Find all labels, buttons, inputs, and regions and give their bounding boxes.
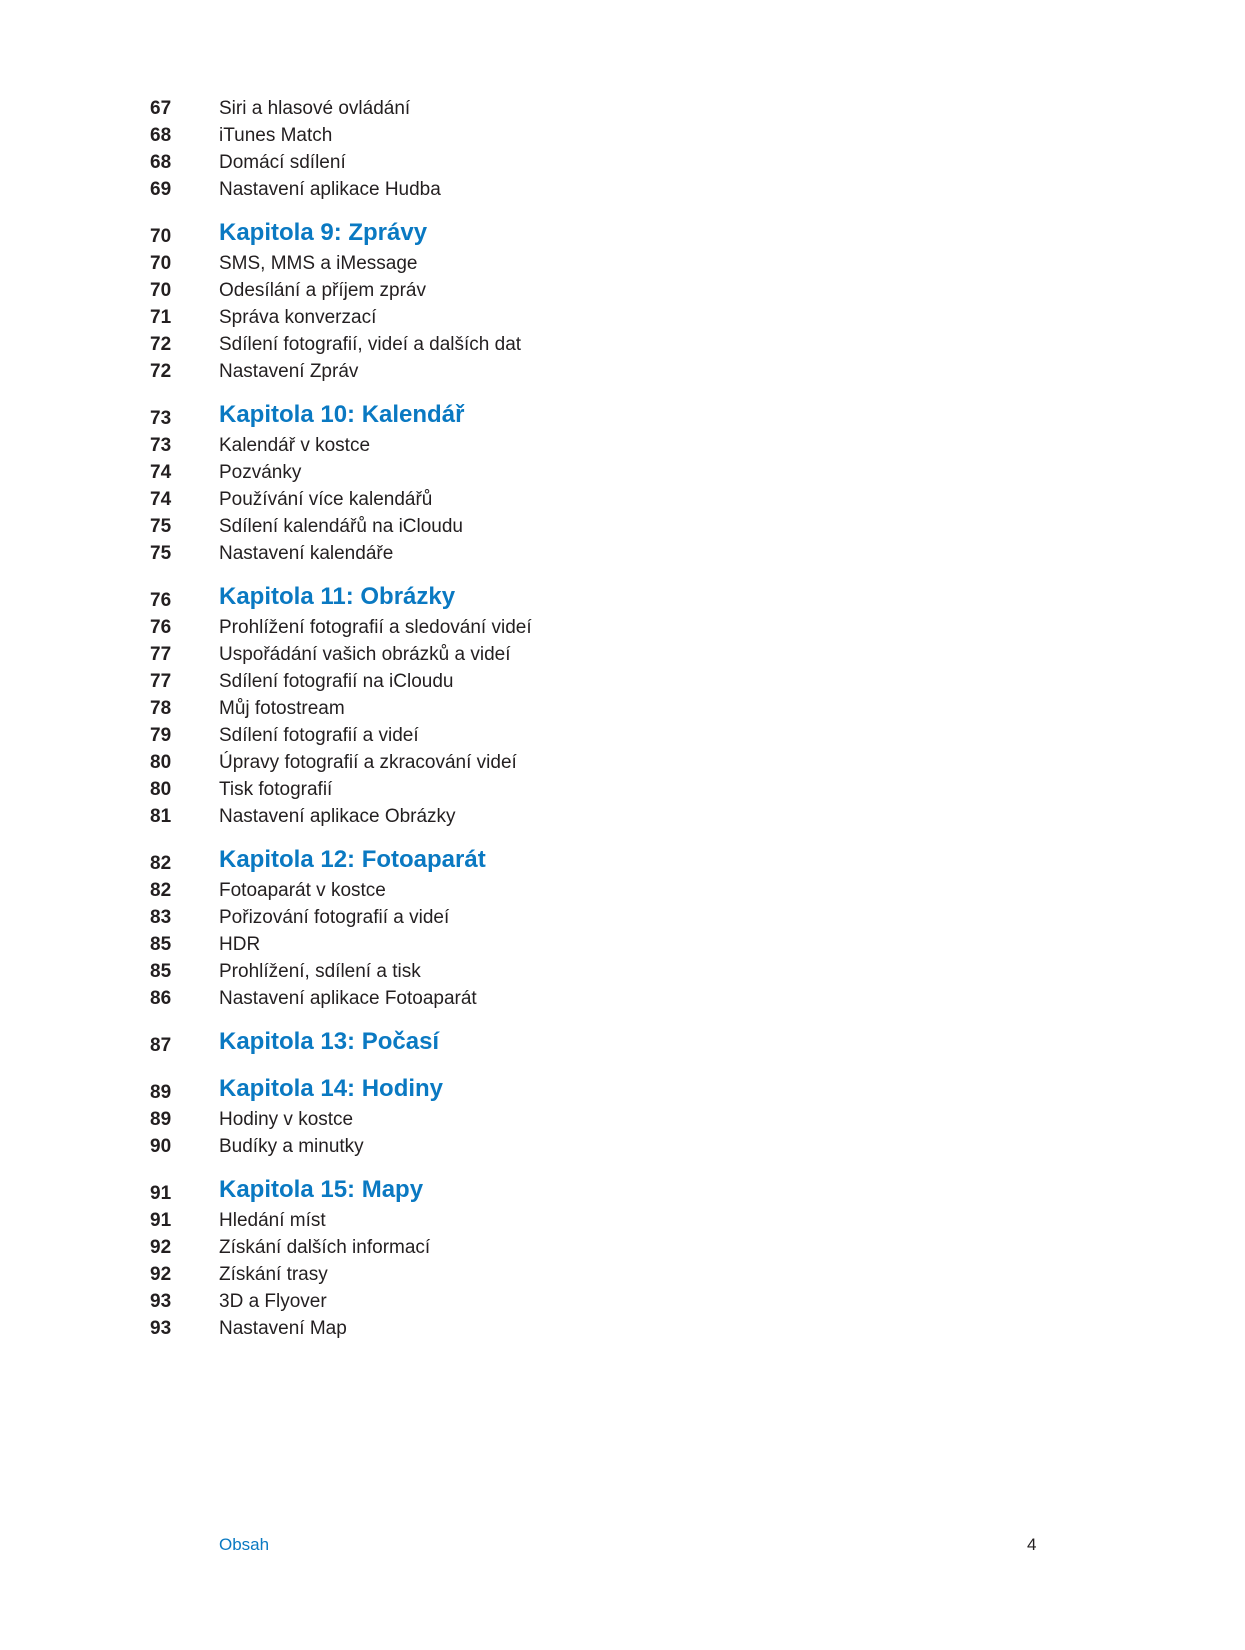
- toc-entry[interactable]: [0, 722, 1245, 749]
- entry-page-number: 93: [150, 1291, 172, 1312]
- chapter-heading[interactable]: [0, 1172, 1245, 1207]
- toc-entry[interactable]: [0, 1261, 1245, 1288]
- entry-page-number: 81: [150, 806, 172, 827]
- entry-page-number: 75: [150, 543, 172, 564]
- entry-page-number: 77: [150, 644, 172, 665]
- toc-group: [0, 397, 1245, 567]
- toc-entry[interactable]: [0, 776, 1245, 803]
- chapter-page-number: 89: [150, 1082, 172, 1103]
- footer-section-title: Obsah: [219, 1535, 270, 1554]
- toc-entry[interactable]: [0, 277, 1245, 304]
- chapter-page-number: 73: [150, 408, 172, 429]
- toc-entry[interactable]: [0, 95, 1245, 122]
- entry-page-number: 79: [150, 725, 172, 746]
- toc-group: [0, 1172, 1245, 1342]
- toc-entry[interactable]: [0, 904, 1245, 931]
- toc-entry[interactable]: [0, 331, 1245, 358]
- entry-title: Používání více kalendářů: [219, 489, 433, 510]
- entry-title: Sdílení fotografií na iCloudu: [219, 671, 454, 692]
- toc-entry[interactable]: [0, 358, 1245, 385]
- toc-entry[interactable]: [0, 122, 1245, 149]
- chapter-title: Kapitola 15: Mapy: [219, 1176, 424, 1203]
- entry-title: Pozvánky: [219, 462, 302, 483]
- entry-page-number: 89: [150, 1109, 172, 1130]
- chapter-title: Kapitola 12: Fotoaparát: [219, 846, 486, 873]
- entry-page-number: 78: [150, 698, 172, 719]
- entry-title: Hodiny v kostce: [219, 1109, 354, 1130]
- entry-page-number: 69: [150, 179, 172, 200]
- entry-title: Nastavení aplikace Hudba: [219, 179, 441, 200]
- entry-title: Správa konverzací: [219, 307, 377, 328]
- entry-title: Uspořádání vašich obrázků a videí: [219, 644, 511, 665]
- entry-title: Nastavení aplikace Fotoaparát: [219, 988, 477, 1009]
- entry-page-number: 77: [150, 671, 172, 692]
- entry-page-number: 76: [150, 617, 172, 638]
- toc-group: [0, 842, 1245, 1012]
- entry-page-number: 74: [150, 462, 172, 483]
- chapter-heading[interactable]: [0, 397, 1245, 432]
- toc-entry[interactable]: [0, 250, 1245, 277]
- entry-title: Hledání míst: [219, 1210, 326, 1231]
- entry-title: Prohlížení, sdílení a tisk: [219, 961, 421, 982]
- chapter-page-number: 82: [150, 853, 172, 874]
- entry-page-number: 82: [150, 880, 172, 901]
- toc-entry[interactable]: [0, 1133, 1245, 1160]
- toc-group: [0, 1024, 1245, 1059]
- toc-entry[interactable]: [0, 958, 1245, 985]
- entry-title: 3D a Flyover: [219, 1291, 327, 1312]
- chapter-heading[interactable]: [0, 842, 1245, 877]
- entry-page-number: 70: [150, 253, 172, 274]
- entry-title: Tisk fotografií: [219, 779, 333, 800]
- entry-page-number: 70: [150, 280, 172, 301]
- toc-entry[interactable]: [0, 304, 1245, 331]
- entry-title: Sdílení fotografií a videí: [219, 725, 419, 746]
- entry-page-number: 67: [150, 98, 172, 119]
- entry-page-number: 73: [150, 435, 172, 456]
- entry-title: iTunes Match: [219, 125, 333, 146]
- chapter-page-number: 70: [150, 226, 172, 247]
- entry-title: Nastavení aplikace Obrázky: [219, 806, 456, 827]
- entry-page-number: 72: [150, 334, 172, 355]
- chapter-heading[interactable]: [0, 1024, 1245, 1059]
- entry-page-number: 71: [150, 307, 172, 328]
- chapter-title: Kapitola 14: Hodiny: [219, 1075, 444, 1102]
- entry-title: Domácí sdílení: [219, 152, 346, 173]
- chapter-heading[interactable]: [0, 579, 1245, 614]
- toc-group: [0, 1071, 1245, 1160]
- entry-title: Nastavení kalendáře: [219, 543, 394, 564]
- chapter-page-number: 87: [150, 1035, 172, 1056]
- entry-page-number: 90: [150, 1136, 172, 1157]
- entry-title: Sdílení kalendářů na iCloudu: [219, 516, 464, 537]
- entry-title: Pořizování fotografií a videí: [219, 907, 450, 928]
- footer-page-number: 4: [1027, 1535, 1037, 1554]
- entry-page-number: 93: [150, 1318, 172, 1339]
- entry-title: Siri a hlasové ovládání: [219, 98, 411, 119]
- entry-title: Odesílání a příjem zpráv: [219, 280, 426, 301]
- toc-entry[interactable]: [0, 486, 1245, 513]
- chapter-title: Kapitola 13: Počasí: [219, 1028, 440, 1055]
- chapter-heading[interactable]: [0, 1071, 1245, 1106]
- entry-title: Získání dalších informací: [219, 1237, 431, 1258]
- toc-entry[interactable]: [0, 614, 1245, 641]
- entry-page-number: 85: [150, 934, 172, 955]
- toc-entry[interactable]: [0, 931, 1245, 958]
- entry-page-number: 92: [150, 1237, 172, 1258]
- entry-page-number: 92: [150, 1264, 172, 1285]
- toc-entry[interactable]: [0, 149, 1245, 176]
- entry-page-number: 91: [150, 1210, 172, 1231]
- entry-title: Budíky a minutky: [219, 1136, 364, 1157]
- entry-page-number: 83: [150, 907, 172, 928]
- toc-entry[interactable]: [0, 459, 1245, 486]
- entry-title: Získání trasy: [219, 1264, 328, 1285]
- entry-title: Nastavení Zpráv: [219, 361, 359, 382]
- toc-entry[interactable]: [0, 1207, 1245, 1234]
- entry-title: SMS, MMS a iMessage: [219, 253, 418, 274]
- entry-page-number: 68: [150, 125, 172, 146]
- entry-title: Prohlížení fotografií a sledování videí: [219, 617, 532, 638]
- entry-title: Nastavení Map: [219, 1318, 347, 1339]
- toc-entry[interactable]: [0, 1288, 1245, 1315]
- chapter-page-number: 91: [150, 1183, 172, 1204]
- toc-entry[interactable]: [0, 1234, 1245, 1261]
- table-of-contents: [0, 95, 1245, 1354]
- entry-page-number: 75: [150, 516, 172, 537]
- toc-entry[interactable]: [0, 540, 1245, 567]
- chapter-title: Kapitola 11: Obrázky: [219, 583, 456, 610]
- chapter-heading[interactable]: [0, 215, 1245, 250]
- entry-page-number: 80: [150, 752, 172, 773]
- toc-entry[interactable]: [0, 803, 1245, 830]
- entry-title: Fotoaparát v kostce: [219, 880, 386, 901]
- toc-entry[interactable]: [0, 513, 1245, 540]
- toc-entry[interactable]: [0, 877, 1245, 904]
- entry-page-number: 86: [150, 988, 172, 1009]
- entry-title: Sdílení fotografií, videí a dalších dat: [219, 334, 522, 355]
- toc-entry[interactable]: [0, 985, 1245, 1012]
- entry-page-number: 68: [150, 152, 172, 173]
- entry-page-number: 74: [150, 489, 172, 510]
- chapter-title: Kapitola 10: Kalendář: [219, 401, 465, 428]
- entry-title: Můj fotostream: [219, 698, 345, 719]
- entry-title: HDR: [219, 934, 261, 955]
- entry-title: Úpravy fotografií a zkracování videí: [219, 752, 517, 773]
- toc-group: [0, 215, 1245, 385]
- chapter-title: Kapitola 9: Zprávy: [219, 219, 428, 246]
- entry-page-number: 80: [150, 779, 172, 800]
- entry-title: Kalendář v kostce: [219, 435, 371, 456]
- toc-group: [0, 95, 1245, 203]
- toc-entry[interactable]: [0, 1315, 1245, 1342]
- toc-entry[interactable]: [0, 641, 1245, 668]
- toc-entry[interactable]: [0, 668, 1245, 695]
- toc-entry[interactable]: [0, 176, 1245, 203]
- toc-entry[interactable]: [0, 695, 1245, 722]
- toc-entry[interactable]: [0, 1106, 1245, 1133]
- toc-group: [0, 579, 1245, 830]
- entry-page-number: 72: [150, 361, 172, 382]
- entry-page-number: 85: [150, 961, 172, 982]
- toc-entry[interactable]: [0, 749, 1245, 776]
- toc-entry[interactable]: [0, 432, 1245, 459]
- chapter-page-number: 76: [150, 590, 172, 611]
